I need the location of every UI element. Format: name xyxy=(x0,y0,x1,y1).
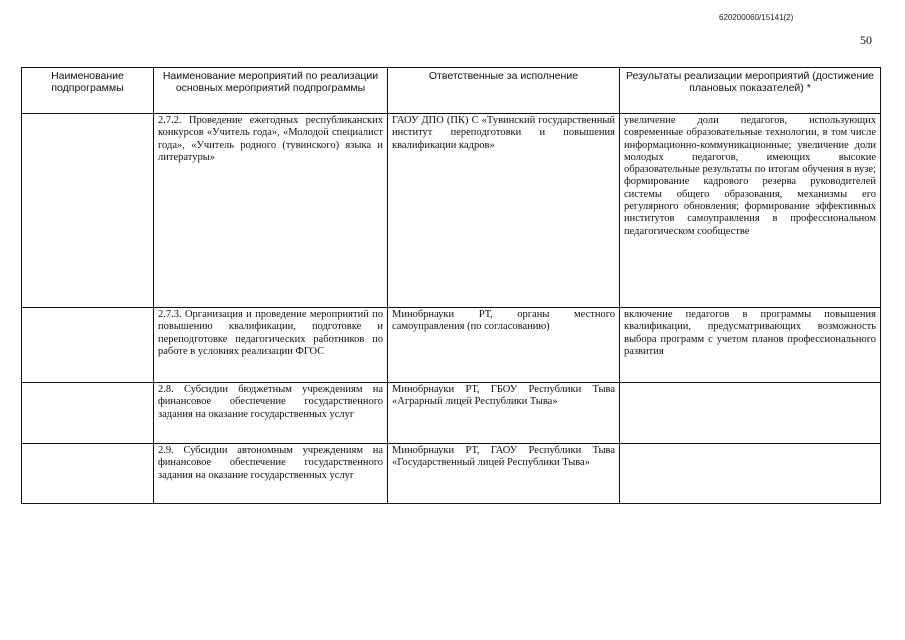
table-row xyxy=(22,114,881,308)
cell-responsible: ГАОУ ДПО (ПК) С «Тувинский государственный институт переподготовки и повышения квалификации кадров» xyxy=(388,114,620,308)
cell-results: увеличение доли педагогов, использующих современные образовательные технологии, в том числе информационно-коммуникационные; увеличение доли молодых педагогов, имеющих высокие образовательные результаты по итогам обучения в вузе; формирование кадрового резерва руководителей системы общего образования, механизмы его регулярного обновления; формирование эффективных институтов самоуправления в профессиональном педагогическом сообществе xyxy=(620,114,881,308)
cell-responsible: Минобрнауки РТ, ГБОУ Республики Тыва «Аграрный лицей Республики Тыва» xyxy=(388,383,620,444)
cell-activity: 2.7.3. Организация и проведение мероприятий по повышению квалификации, подготовке и переподготовке педагогических работников по работе в условиях реализации ФГОС xyxy=(154,308,388,383)
page-number: 50 xyxy=(860,33,872,47)
cell-activity: 2.7.2. Проведение ежегодных республиканских конкурсов «Учитель года», «Молодой специалист года», «Учитель родного (тувинского) языка и литературы» xyxy=(154,114,388,308)
document-code: 620200060/15141(2) xyxy=(719,13,794,22)
cell-subprogram xyxy=(22,308,154,383)
table-row xyxy=(22,444,881,504)
column-header-results: Результаты реализации мероприятий (достижение плановых показателей) * xyxy=(620,68,881,114)
cell-responsible: Минобрнауки РТ, ГАОУ Республики Тыва «Государственный лицей Республики Тыва» xyxy=(388,444,620,504)
cell-activity: 2.8. Субсидии бюджетным учреждениям на финансовое обеспечение государственного задания на оказание государственных услуг xyxy=(154,383,388,444)
cell-activity: 2.9. Субсидии автономным учреждениям на финансовое обеспечение государственного задания на оказание государственных услуг xyxy=(154,444,388,504)
table-row xyxy=(22,383,881,444)
cell-results xyxy=(620,383,881,444)
cell-subprogram xyxy=(22,383,154,444)
column-header-responsible: Ответственные за исполнение xyxy=(388,68,620,114)
activities-table xyxy=(21,67,881,504)
cell-subprogram xyxy=(22,114,154,308)
cell-results: включение педагогов в программы повышения квалификации, предусматривающих возможность выбора программ с учетом планов профессионального развития xyxy=(620,308,881,383)
table-row xyxy=(22,308,881,383)
table-header-row xyxy=(22,68,881,114)
column-header-subprogram: Наименование подпрограммы xyxy=(22,68,154,114)
cell-results xyxy=(620,444,881,504)
column-header-activity: Наименование мероприятий по реализации основных мероприятий подпрограммы xyxy=(154,68,388,114)
cell-subprogram xyxy=(22,444,154,504)
cell-responsible: Минобрнауки РТ, органы местного самоуправления (по согласованию) xyxy=(388,308,620,383)
